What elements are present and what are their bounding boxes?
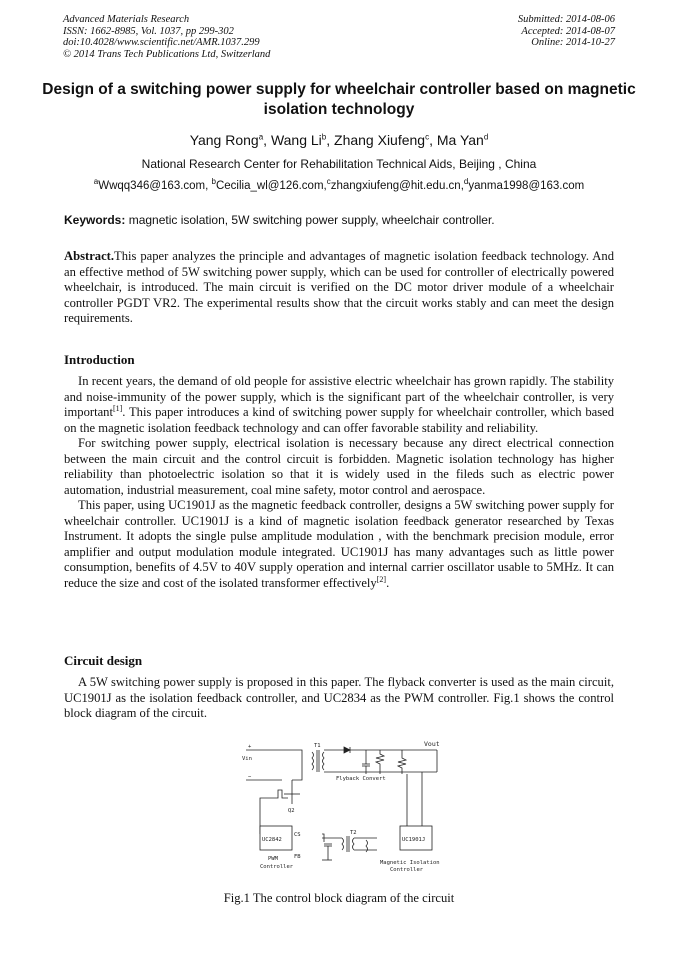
- affiliation: National Research Center for Rehabilitation Technical Aids, Beijing , China: [141, 157, 537, 171]
- abstract-text: This paper analyzes the principle and advantages of magnetic isolation feedback technology. And an effective method of 5W switching power supply, which can be used for controller of electrically powered wheelchair, is introduced. The main circuit is verified on the DC motor driver module of a wheelchair controller PGDT VR2. The experimental results show that the circuit works stably and can meet the design requirements.: [64, 249, 614, 325]
- journal-issn: ISSN: 1662-8985, Vol. 1037, pp 299-302: [63, 25, 234, 37]
- email-address[interactable]: Wwqq346@163.com,: [98, 180, 212, 192]
- paragraph-text: This paper, using UC1901J as the magnetic feedback controller, designs a 5W switching power supply for wheelchair controller. UC1901J is a kind of magnetic isolation feedback generator researched by Texas Instrument. It adopts the single pulse amplitude modulation , with the benchmark precision module, error amplifier and output modulation module integrated. UC1901J has many advantages such as little power consumption, benefits of 4.5V to 40V supply operation and internal carrier oscillator usable to 5MHz. It can reduce the size and cost of the isolated transformer effectively: [64, 498, 614, 590]
- email-address[interactable]: zhangxiufeng@hit.edu.cn,: [330, 180, 464, 192]
- minus-label: −: [248, 774, 252, 780]
- abstract-label: Abstract.: [64, 249, 115, 263]
- figure-caption: Fig.1 The control block diagram of the circuit: [223, 891, 455, 905]
- uc2842-label: UC2842: [262, 837, 282, 843]
- email-sup: c: [326, 177, 331, 187]
- accepted-date: Accepted: 2014-08-07: [521, 25, 615, 37]
- vin-label: Vin: [242, 756, 252, 762]
- journal-doi: doi:10.4028/www.scientific.net/AMR.1037.299: [63, 37, 260, 49]
- journal-name: Advanced Materials Research: [63, 14, 190, 25]
- author-name: Zhang Xiufeng: [334, 132, 426, 148]
- pwm-controller-label: Controller: [260, 864, 294, 870]
- author-sup: b: [321, 132, 327, 142]
- citation[interactable]: [1]: [112, 403, 123, 413]
- dates-header: [518, 14, 615, 49]
- author-sup: d: [483, 132, 489, 142]
- mag-controller-label: Controller: [390, 867, 424, 873]
- t1-label: T1: [314, 743, 321, 749]
- intro-paragraph-2: For switching power supply, electrical isolation is necessary because any direct electrical connection between the main circuit and the control circuit is forbidden. Magnetic isolation technology has higher reliability than photoelectric isolation so that it is widely used in the fileds such as electric power automation, industrial measurement, coal mine safety, motor control and aerospace.: [64, 436, 614, 497]
- keywords-text: magnetic isolation, 5W switching power supply, wheelchair controller.: [125, 213, 495, 227]
- author-name: Ma Yan: [436, 132, 484, 148]
- paragraph-text: . This paper introduces a kind of switching power supply for wheelchair controller, which based on the magnetic isolation feedback technology and can offer favorable stability and reliability.: [64, 405, 614, 435]
- author-name: Yang Rong: [189, 132, 259, 148]
- pwm-label: PWM: [268, 856, 278, 862]
- vout-label: Vout: [424, 740, 440, 748]
- paragraph-text: .: [386, 575, 390, 590]
- circuit-design-body: [64, 675, 614, 722]
- intro-paragraph-1: [64, 374, 614, 436]
- author-sup: c: [425, 132, 430, 142]
- author-list: Yang Rong$^a$, Wang Li$^b$, Zhang Xiufeng$^c$, Ma Yan$^d$: [189, 132, 489, 148]
- uc1901-label: UC1901J: [402, 837, 426, 843]
- email-sup: d: [463, 177, 469, 187]
- circuit-block-diagram: [232, 738, 446, 878]
- plus-label: +: [248, 744, 252, 750]
- email-sup: a: [93, 177, 99, 187]
- online-date: Online: 2014-10-27: [531, 37, 615, 49]
- email-address[interactable]: Cecilia_wl@126.com,: [215, 180, 327, 192]
- author-name: Wang Li: [270, 132, 322, 148]
- email-list: [40, 179, 638, 194]
- q2-label: Q2: [288, 808, 295, 814]
- mag-label: Magnetic Isolation: [380, 860, 440, 866]
- introduction-heading: Introduction: [64, 352, 135, 367]
- flyback-label: Flyback Convert: [336, 776, 386, 782]
- email-sup: b: [211, 177, 216, 187]
- paper-title: Design of a switching power supply for wheelchair controller based on magnetic isolation technology: [42, 81, 636, 118]
- submitted-date: Submitted: 2014-08-06: [517, 14, 615, 25]
- journal-copyright: © 2014 Trans Tech Publications Ltd, Switzerland: [63, 48, 271, 60]
- author-sup: a: [258, 132, 264, 142]
- t2-label: T2: [350, 830, 357, 836]
- circuit-paragraph-1: A 5W switching power supply is proposed in this paper. The flyback converter is used as the main circuit, UC1901J as the isolation feedback controller, and UC2834 as the PWM controller. Fig.1 shows the control block diagram of the circuit.: [64, 675, 614, 720]
- cs-label: CS: [294, 832, 301, 838]
- journal-header: [63, 14, 270, 60]
- keywords: [64, 213, 614, 228]
- email-address[interactable]: yanma1998@163.com: [468, 180, 585, 192]
- paragraph-text: In recent years, the demand of old people for assistive electric wheelchair has grown rapidly. The stability and noise-immunity of the power supply, which is the significant part of the wheelchair controller, is very important: [64, 374, 614, 419]
- introduction-body: [64, 374, 614, 591]
- fb-label: FB: [294, 854, 301, 860]
- citation[interactable]: [2]: [376, 574, 387, 584]
- abstract: [64, 249, 614, 327]
- circuit-design-heading: Circuit design: [64, 653, 143, 668]
- keywords-label: Keywords:: [64, 213, 126, 227]
- intro-paragraph-3: [64, 498, 614, 591]
